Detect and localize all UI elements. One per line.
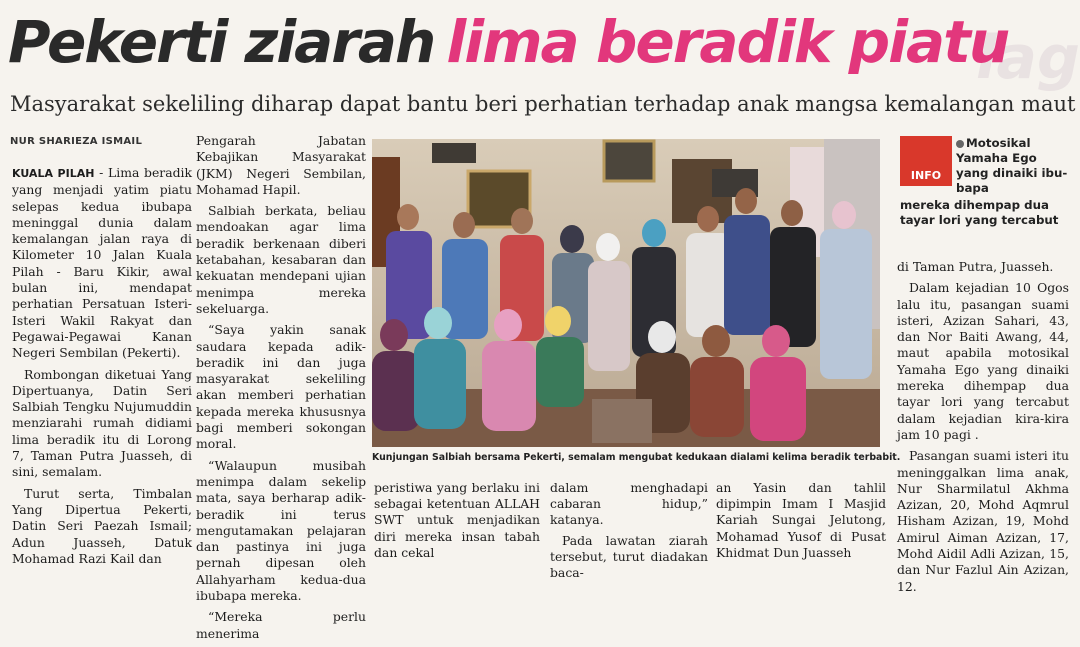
paragraph: “Saya yakin sanak saudara kepada adik-beradik ini dan juga masyarakat sekeliling akan memberi perhatian kepada mereka khususnya bagi memberi sokongan moral. xyxy=(196,322,366,452)
paragraph: “Mereka perlu menerima xyxy=(196,609,366,641)
group-photo-illustration xyxy=(372,139,880,447)
info-box xyxy=(900,136,1068,254)
paragraph: an Yasin dan tahlil dipimpin Imam I Masjid Kariah Sungai Jelutong, Mohamad Yusof di Pusat Khidmat Dun Juasseh xyxy=(716,480,886,560)
byline: NUR SHARIEZA ISMAIL xyxy=(10,136,143,147)
bullet-icon xyxy=(956,140,964,148)
paragraph: di Taman Putra, Juasseh. xyxy=(897,259,1054,274)
headline xyxy=(8,2,1008,82)
paragraph: KUALA PILAH - Lima beradik yang menjadi yatim piatu selepas kedua ibubapa meninggal dunia dalam kemalangan jalan raya di Kilometer 10 Jalan Kuala Pilah - Baru Kikir, awal bulan ini, mendapat perhatian Persatuan Isteri-Isteri Wakil Rakyat dan Pegawai-Pegawai Kanan Negeri Sembilan (Pekerti). xyxy=(12,165,192,361)
paragraph: Pengarah Jabatan Kebajikan Masyarakat (JKM) Negeri Sembilan, Mohamad Hapil. xyxy=(196,133,366,197)
news-photo xyxy=(372,139,880,447)
paragraph: Salbiah berkata, beliau mendoakan agar lima beradik berkenaan diberi ketabahan, kesabaran dan kekuatan mendepani ujian menimpa mereka sekeluarga. xyxy=(196,203,366,316)
article-column-3 xyxy=(374,480,540,561)
paragraph: Pasangan suami isteri itu meninggalkan lima anak, Nur Sharmilatul Akhma Azizan, 20, Mohd Aqmrul Hisham Azizan, 19, Mohd Amirul Aiman Azizan, 17, Mohd Aidil Adli Azizan, 15, dan Nur Fazlul Ain Azizan, 12. xyxy=(897,448,1069,594)
dateline: KUALA PILAH xyxy=(12,167,95,180)
info-text: Motosikal Yamaha Ego yang dinaiki ibu-bapa xyxy=(956,136,1068,195)
article-column-4 xyxy=(550,480,708,581)
photo-caption: Kunjungan Salbiah bersama Pekerti, semalam mengubat kedukaan dialami kelima beradik terbabit. xyxy=(372,452,901,463)
paragraph: Dalam kejadian 10 Ogos lalu itu, pasangan suami isteri, Azizan Sahari, 43, dan Nor Baiti Awang, 44, maut apabila motosikal Yamaha Ego yang dinaiki mereka dihempap dua tayar lori yang tercabut dalam kejadian kira-kira jam 10 pagi . xyxy=(897,280,1069,442)
subheadline: Masyarakat sekeliling diharap dapat bantu beri perhatian terhadap anak mangsa kemalangan maut xyxy=(10,92,1076,116)
paragraph: “Walaupun musibah menimpa dalam sekelip mata, saya berharap adik-beradik ini terus mengutamakan pelajaran dan pastinya ini juga pernah dipesan oleh Allahyarham kedua-dua ibubapa mereka. xyxy=(196,457,366,604)
headline-part2: lima beradik piatu xyxy=(446,8,1009,76)
paragraph: Turut serta, Timbalan Yang Dipertua Pekerti, Datin Seri Paezah Ismail; Adun Juasseh, Datuk Mohamad Razi Kail dan xyxy=(12,485,192,566)
article-column-5 xyxy=(897,259,1069,600)
paragraph: dalam menghadapi cabaran hidup,” katanya. xyxy=(550,480,708,528)
paragraph: Rombongan diketuai Yang Dipertuanya, Datin Seri Salbiah Tengku Nujumuddin menziarahi rumah didiami lima beradik itu di Lorong 7, Taman Putra Juasseh, di sini, semalam. xyxy=(12,366,192,480)
article-column-5-bottom xyxy=(716,480,886,561)
paragraph: Pada lawatan ziarah tersebut, turut diadakan baca- xyxy=(550,532,708,581)
article-column-1 xyxy=(12,165,192,572)
info-text-continued: mereka dihempap dua tayar lori yang tercabut xyxy=(900,198,1059,227)
info-badge: INFO xyxy=(900,136,952,186)
headline-part1: Pekerti ziarah xyxy=(8,8,435,76)
paragraph: peristiwa yang berlaku ini sebagai ketentuan ALLAH SWT untuk menjadikan diri mereka insan tabah dan cekal xyxy=(374,480,540,560)
background-ghost-headline: lag xyxy=(975,23,1080,93)
